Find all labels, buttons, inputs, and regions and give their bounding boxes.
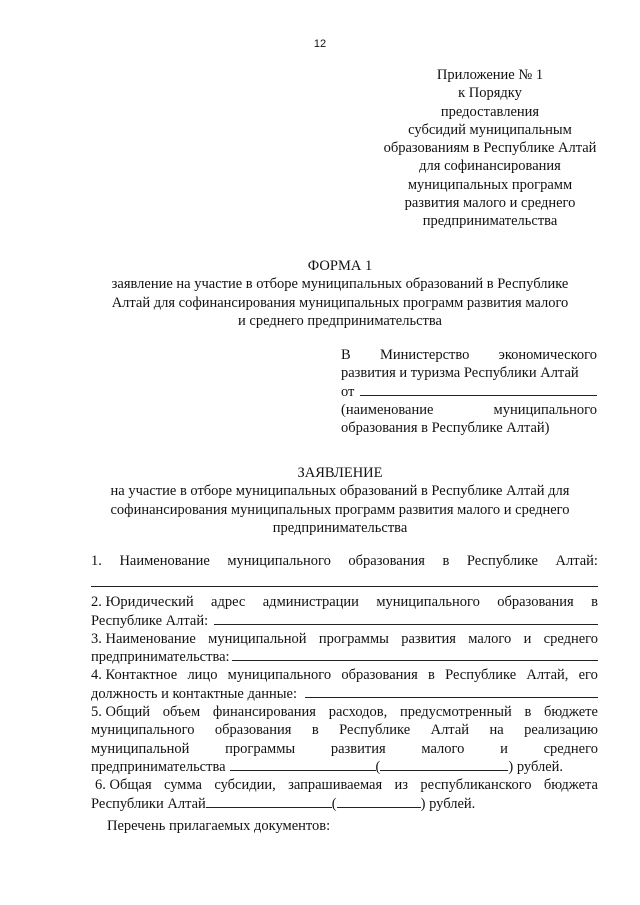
item-1-blank[interactable] [91,572,598,587]
form-title: ФОРМА 1 [307,258,373,274]
text-fragment: бюджета [543,777,598,794]
annex-line: к Порядку [458,85,522,102]
text-fragment: на [489,722,504,739]
text-fragment: должность и контактные данные: [91,685,298,702]
item-6 [95,776,598,794]
form-subtitle-line: заявление на участие в отборе муниципальных образований в Республике [111,276,569,293]
annex-header [340,66,640,231]
text-fragment: сумма [163,777,202,794]
text-fragment: из [394,777,409,794]
form-subtitle-line: Алтай для софинансирования муниципальных программ развития малого [111,294,569,311]
annex-line: муниципальных программ [407,176,573,193]
text-fragment: (наименование [341,401,434,418]
application-items [91,552,598,813]
text-fragment: его [578,667,598,684]
text-fragment: предпринимательства [272,519,408,536]
text-fragment: 2. Юридический [91,594,194,611]
text-fragment: софинансирования муниципальных программ развития малого и среднего [110,501,570,518]
text-fragment: среднего [543,630,598,647]
text-fragment: предпринимательства: [91,649,230,666]
text-fragment: Республике [466,553,538,569]
item-4-blank[interactable] [305,685,598,698]
addressee-ministry: развития и туризма Республики Алтай [341,365,579,382]
text-fragment: субсидии, [214,777,276,794]
text-fragment: Алтай: [555,553,598,569]
text-fragment: 3. Наименование [91,630,196,647]
text-fragment: среднего [543,740,598,757]
item-3 [91,630,598,648]
item-5 [91,703,598,721]
addressee-hint: образования в Республике Алтай) [341,420,550,437]
text-fragment: бюджете [544,704,598,721]
text-fragment: Республике [445,667,517,684]
text-fragment: объем [162,704,201,721]
text-fragment: в [311,722,319,739]
text-fragment: муниципального [91,722,195,739]
paren-text: ( [331,795,337,812]
item-3-blank[interactable] [232,648,598,661]
text-fragment: образования [341,667,418,684]
text-fragment: на участие в отборе муниципальных образований в Республике Алтай для [110,483,570,500]
text-fragment: программы [225,740,296,757]
text-fragment: Республике Алтай: [91,612,209,629]
statement-heading [0,464,640,537]
text-fragment: ) рублей. [420,795,476,812]
text-fragment: развития [401,630,456,647]
text-fragment: муниципальной [91,740,190,757]
text-fragment: 6. Общая [95,777,152,794]
text-fragment: в [428,667,435,684]
annex-line: для софинансирования [419,158,561,175]
text-fragment: в [524,704,532,721]
text-fragment: 4. Контактное [91,667,178,684]
text-fragment: Республике [339,722,411,739]
item-5-words-blank[interactable] [380,758,508,771]
text-fragment: 5. Общий [91,704,151,721]
text-fragment: и [523,630,532,647]
item-6-words-blank[interactable] [337,795,421,808]
item-2-blank[interactable] [214,612,598,625]
text-fragment: Алтай [430,722,470,739]
text-fragment: образования [214,722,292,739]
text-fragment: запрашиваемая [288,777,383,794]
annex-line: развития малого и среднего [404,195,576,212]
text-fragment: предусмотренный [399,704,512,721]
addressee-block [341,346,597,437]
from-label: от [341,383,355,400]
item-2 [91,593,598,611]
text-fragment: предпринимательства [91,758,226,775]
text-fragment: образования [348,553,425,569]
text-fragment: муниципального [493,401,597,418]
annex-line: Приложение № 1 [436,67,544,83]
text-fragment: малого [468,630,512,647]
text-fragment: республиканского [420,777,532,794]
annex-line: предпринимательства [422,213,558,230]
text-fragment: образования [497,594,574,611]
text-fragment: адрес [211,594,246,611]
form-heading [0,257,640,330]
paren-text: ( [375,758,381,775]
statement-title: ЗАЯВЛЕНИЕ [297,465,383,481]
item-5-amount-blank[interactable] [230,758,376,771]
text-fragment: Наименование [119,553,210,569]
text-fragment: реализацию [524,722,598,739]
text-fragment: в [442,553,450,569]
annex-line: субсидий муниципальным [408,121,572,138]
text-fragment: Алтай, [526,667,569,684]
text-fragment: муниципальной [208,630,307,647]
item-1 [91,552,598,570]
form-subtitle-line: и среднего предпринимательства [238,312,442,329]
annex-line: предоставления [440,103,540,120]
text-fragment: малого [421,740,465,757]
annex-line: образованиям в Республике Алтай [383,140,597,157]
text-fragment: экономического [498,347,597,363]
text-fragment: финансирования [212,704,316,721]
text-fragment: муниципального [376,594,480,611]
text-fragment: и [500,740,508,757]
text-fragment: ) рублей. [508,758,564,775]
text-fragment: 1. [91,553,102,569]
text-fragment: Республики Алтай [91,795,206,812]
text-fragment: программы [318,630,389,647]
from-blank[interactable] [360,383,597,396]
text-fragment: муниципального [227,667,332,684]
attached-documents-label: Перечень прилагаемых документов: [107,818,331,834]
text-fragment: развития [330,740,386,757]
page-number: 12 [313,38,327,50]
text-fragment: администрации [262,594,359,611]
text-fragment: в [591,594,598,611]
text-fragment: В [341,347,351,363]
text-fragment: Министерство [379,347,470,363]
text-fragment: расходов, [328,704,388,721]
text-fragment: лицо [187,667,218,684]
item-4 [91,666,598,684]
item-6-amount-blank[interactable] [206,795,332,808]
text-fragment: муниципального [227,553,331,569]
